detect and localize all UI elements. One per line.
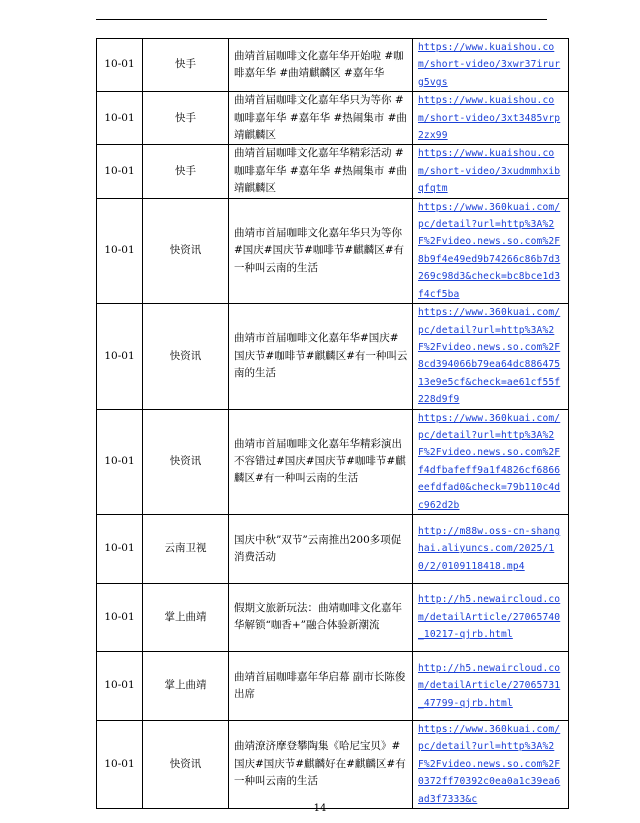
table-row [97, 583, 569, 651]
url-link[interactable]: https://www.360kuai.com/pc/detail?url=http%3A%2F%2Fvideo.news.so.com%2F0372ff70392c0ea0a1c39ea6ad3f7333&c [418, 723, 561, 805]
table-row [97, 145, 569, 198]
title-cell: 曲靖首届咖啡嘉年华启幕 副市长陈俊出席 [229, 651, 413, 720]
page-number: 14 [313, 803, 327, 814]
source-cell: 快资讯 [143, 304, 229, 409]
table-row [97, 92, 569, 145]
source-cell: 快手 [143, 145, 229, 198]
url-cell [413, 198, 569, 303]
table-row [97, 514, 569, 583]
date-cell: 10-01 [97, 304, 143, 409]
url-cell [413, 720, 569, 808]
table-row [97, 198, 569, 303]
title-cell: 曲靖市首届咖啡文化嘉年华#国庆#国庆节#咖啡节#麒麟区#有一种叫云南的生活 [229, 304, 413, 409]
source-cell: 快手 [143, 39, 229, 92]
date-cell: 10-01 [97, 39, 143, 92]
title-cell: 假期文旅新玩法：曲靖咖啡文化嘉年华解锁“咖香+”融合体验新潮流 [229, 583, 413, 651]
table-row [97, 651, 569, 720]
url-cell [413, 92, 569, 145]
source-cell: 快资讯 [143, 720, 229, 808]
url-link[interactable]: https://www.kuaishou.com/short-video/3xudmmhxibqfqtm [418, 148, 561, 195]
table-row [97, 304, 569, 409]
title-cell: 曲靖首届咖啡文化嘉年华开始啦 #咖啡嘉年华 #曲靖麒麟区 #嘉年华 [229, 39, 413, 92]
source-cell: 快手 [143, 92, 229, 145]
title-cell: 曲靖市首届咖啡文化嘉年华精彩演出不容错过#国庆#国庆节#咖啡节#麒麟区#有一种叫云南的生活 [229, 409, 413, 514]
url-cell [413, 651, 569, 720]
date-cell: 10-01 [97, 651, 143, 720]
url-link[interactable]: https://www.kuaishou.com/short-video/3xwr37irurg5vgs [418, 42, 561, 88]
source-cell: 快资讯 [143, 198, 229, 303]
url-link[interactable]: http://m88w.oss-cn-shanghai.aliyuncs.com/2025/10/2/0109118418.mp4 [418, 525, 561, 572]
date-cell: 10-01 [97, 92, 143, 145]
title-cell: 国庆中秋”双节”云南推出200多项促消费活动 [229, 514, 413, 583]
header-rule [96, 19, 547, 20]
url-link[interactable]: https://www.360kuai.com/pc/detail?url=http%3A%2F%2Fvideo.news.so.com%2Ff4dfbafeff9a1f4826cf6866eefdfad0&check=79b110c4dc962d2b [418, 412, 561, 511]
table-row [97, 409, 569, 514]
date-cell: 10-01 [97, 145, 143, 198]
url-link[interactable]: https://www.360kuai.com/pc/detail?url=http%3A%2F%2Fvideo.news.so.com%2F8b9f4e49ed9b74266c86b7d3269c98d3&check=bc8bce1d3f4cf5ba [418, 201, 561, 300]
url-cell [413, 304, 569, 409]
date-cell: 10-01 [97, 720, 143, 808]
table-row [97, 39, 569, 92]
source-cell: 掌上曲靖 [143, 651, 229, 720]
title-cell: 曲靖潦济摩登攀陶集《哈尼宝贝》#国庆#国庆节#麒麟好在#麒麟区#有一种叫云南的生活 [229, 720, 413, 808]
url-cell [413, 583, 569, 651]
url-cell [413, 409, 569, 514]
date-cell: 10-01 [97, 583, 143, 651]
source-cell: 云南卫视 [143, 514, 229, 583]
url-link[interactable]: https://www.360kuai.com/pc/detail?url=http%3A%2F%2Fvideo.news.so.com%2F8cd394066b79ea64dc88647513e9e5cf&check=ae61cf55f228d9f9 [418, 307, 561, 406]
title-cell: 曲靖首届咖啡文化嘉年华精彩活动 #咖啡嘉年华 #嘉年华 #热闹集市 #曲靖麒麟区 [229, 145, 413, 198]
title-cell: 曲靖市首届咖啡文化嘉年华只为等你#国庆#国庆节#咖啡节#麒麟区#有一种叫云南的生活 [229, 198, 413, 303]
date-cell: 10-01 [97, 198, 143, 303]
url-cell [413, 145, 569, 198]
url-link[interactable]: http://h5.newaircloud.com/detailArticle/27065740_10217-qjrb.html [418, 594, 561, 641]
url-cell [413, 39, 569, 92]
table-row [97, 720, 569, 808]
source-cell: 快资讯 [143, 409, 229, 514]
title-cell: 曲靖首届咖啡文化嘉年华只为等你 #咖啡嘉年华 #嘉年华 #热闹集市 #曲靖麒麟区 [229, 92, 413, 145]
url-cell [413, 514, 569, 583]
source-cell: 掌上曲靖 [143, 583, 229, 651]
media-coverage-table [96, 38, 569, 809]
date-cell: 10-01 [97, 514, 143, 583]
url-link[interactable]: http://h5.newaircloud.com/detailArticle/27065731_47799-qjrb.html [418, 662, 561, 709]
url-link[interactable]: https://www.kuaishou.com/short-video/3xt3485vrp2zx99 [418, 95, 561, 142]
date-cell: 10-01 [97, 409, 143, 514]
